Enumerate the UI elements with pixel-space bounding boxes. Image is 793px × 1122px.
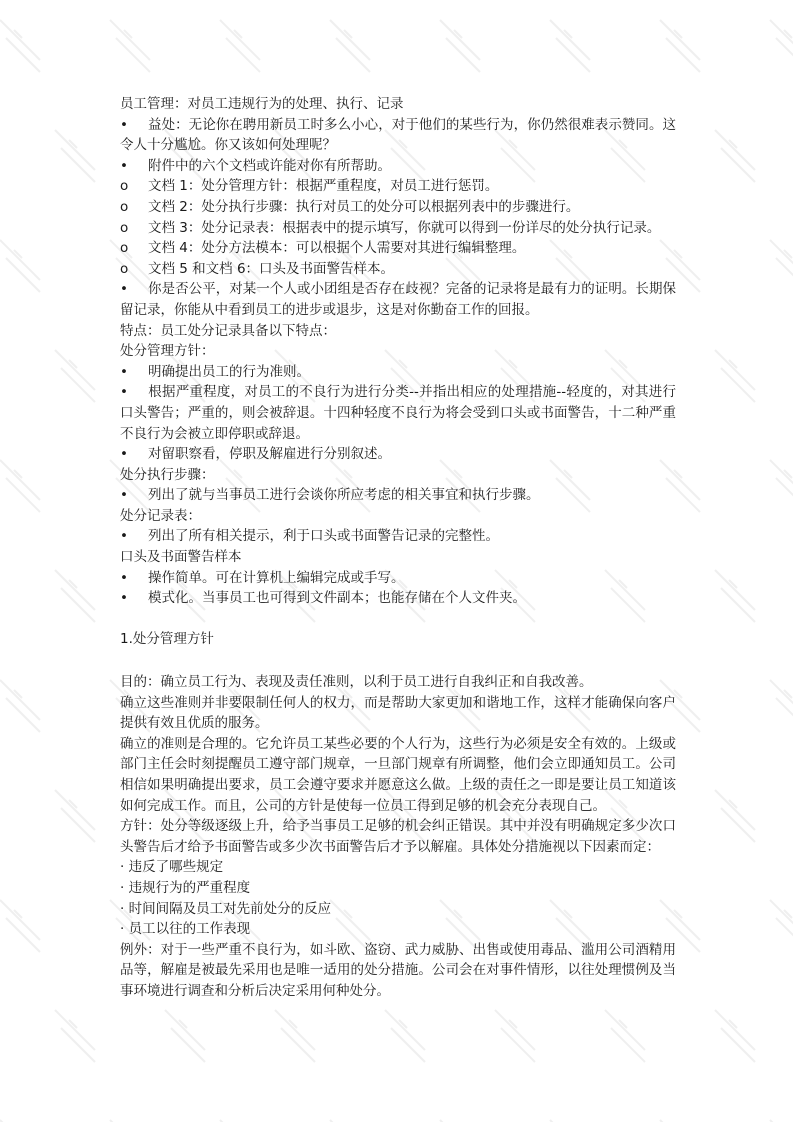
factor-item: · 违规行为的严重程度 [120, 879, 251, 896]
paragraph: 方针：处分等级逐级上升，给予当事员工足够的机会纠正错误。其中并没有明确规定多少次口头警告后才给予书面警告或多少次书面警告后才予以解雇。具体处分措施视以下因素而定： [120, 818, 676, 855]
watermark-mark [770, 460, 793, 512]
bullet-marker: • [120, 590, 128, 607]
bullet-marker: • [120, 487, 128, 504]
intro-title: 员工管理：对员工违规行为的处理、执行、记录 [120, 96, 404, 112]
watermark-mark [770, 20, 793, 72]
section-paragraphs [120, 672, 676, 857]
watermark-mark [0, 900, 40, 952]
factor-item: · 违反了哪些规定 [120, 859, 224, 876]
watermark-mark [0, 460, 40, 512]
features-heading: 特点：员工处分记录具备以下特点： [120, 322, 336, 339]
list-item [120, 156, 676, 177]
list-item-text: 你是否公平，对某一个人或小团组是否存在歧视？完备的记录将是最有力的证明。长期保留记录，你能从中看到员工的进步或退步，这是对你勤奋工作的回报。 [120, 281, 676, 318]
bullet-marker: o [120, 240, 129, 257]
bullet-marker: o [120, 198, 129, 215]
watermark-mark [495, 1010, 535, 1062]
watermark-mark [715, 130, 755, 182]
list-item-text: 模式化。当事员工也可得到文件副本；也能存储在个人文件夹。 [148, 590, 526, 607]
watermark-mark [660, 20, 700, 72]
watermark-mark [330, 20, 370, 72]
spacer [120, 609, 676, 630]
list-item [120, 115, 676, 156]
watermark-mark [55, 570, 95, 622]
feature-groups [120, 341, 676, 609]
watermark-mark [0, 20, 40, 72]
paragraph: 目的：确立员工行为、表现及责任准则，以利于员工进行自我纠正和自我改善。 [120, 674, 593, 691]
watermark-mark [165, 1010, 205, 1062]
watermark-mark [55, 350, 95, 402]
list-item-text: 根据严重程度，对员工的不良行为进行分类--并指出相应的处理措施--轻度的，对其进行口头警告；严重的，则会被辞退。十四种轻度不良行为将会受到口头或书面警告，十二种严重不良行为会被立即停职或辞退。 [120, 384, 676, 442]
feature-group-title: 处分记录表： [120, 507, 201, 524]
list-item [120, 279, 676, 320]
list-item-text: 文档 4：处分方法模本：可以根据个人需要对其进行编辑整理。 [148, 240, 526, 257]
watermark-mark [110, 20, 150, 72]
bullet-marker: • [120, 157, 128, 174]
bullet-marker: • [120, 281, 128, 298]
list-item-text: 操作简单。可在计算机上编辑完成或手写。 [148, 569, 405, 586]
paragraph: 确立这些准则并非要限制任何人的权力，而是帮助大家更加和谐地工作，这样才能确保向客户提供有效且优质的服务。 [120, 694, 676, 732]
intro-list [120, 115, 676, 321]
list-item [120, 588, 676, 609]
list-item-text: 附件中的六个文档或许能对你有所帮助。 [148, 157, 391, 174]
watermark-mark [0, 680, 40, 732]
list-item [120, 382, 676, 444]
watermark-mark [715, 570, 755, 622]
watermark-mark [220, 20, 260, 72]
watermark-mark [770, 240, 793, 292]
list-item [120, 362, 676, 383]
watermark-mark [605, 1010, 645, 1062]
feature-group-title: 处分管理方针： [120, 343, 215, 360]
bullet-marker: • [120, 384, 128, 401]
list-item-text: 列出了所有相关提示，利于口头或书面警告记录的完整性。 [148, 528, 499, 545]
factor-item: · 员工以往的工作表现 [120, 921, 251, 938]
exception-paragraph: 例外：对于一些严重不良行为，如斗欧、盗窃、武力威胁、出售或使用毒品、滥用公司酒精用品等，解雇是被最先采用也是唯一适用的处分措施。公司会在对事件情形，以往处理惯例及当事环境进行调查和分析后决定采用何种处分。 [120, 941, 676, 999]
watermark-mark [715, 350, 755, 402]
watermark-mark [715, 1010, 755, 1062]
watermark-mark [550, 20, 590, 72]
list-item [120, 197, 676, 218]
list-item-text: 文档 5 和文档 6：口头及书面警告样本。 [148, 260, 395, 277]
factor-item: · 时间间隔及员工对先前处分的反应 [120, 900, 332, 917]
watermark-mark [770, 900, 793, 952]
list-item [120, 568, 676, 589]
list-item-text: 益处：无论你在聘用新员工时多么小心，对于他们的某些行为，你仍然很难表示赞同。这令人十分尴尬。你又该如何处理呢？ [120, 116, 676, 154]
list-item [120, 526, 676, 547]
list-item [120, 218, 676, 239]
watermark-mark [385, 1010, 425, 1062]
watermark-mark [55, 790, 95, 842]
list-item [120, 238, 676, 259]
bullet-marker: • [120, 569, 128, 586]
watermark-mark [440, 20, 480, 72]
paragraph: 确立的准则是合理的。它允许员工某些必要的个人行为，这些行为必须是安全有效的。上级或部门主任会时刻提醒员工遵守部门规章，一旦部门规章有所调整，他们会立即通知员工。公司相信如果明确提出要求，员工会遵守要求并愿意这么做。上级的责任之一即是要让员工知道该如何完成工作。而且，公司的方针是使每一位员工得到足够的机会充分表现自己。 [120, 735, 676, 814]
list-item-text: 明确提出员工的行为准则。 [148, 363, 310, 380]
watermark-mark [55, 1010, 95, 1062]
watermark-mark [770, 680, 793, 732]
watermark-mark [275, 1010, 315, 1062]
list-item-text: 对留职察看，停职及解雇进行分别叙述。 [148, 446, 391, 463]
list-item [120, 485, 676, 506]
document-body [120, 94, 676, 1002]
bullet-marker: o [120, 260, 129, 277]
list-item-text: 文档 2：处分执行步骤：执行对员工的处分可以根据列表中的步骤进行。 [148, 198, 580, 215]
bullet-marker: o [120, 178, 129, 195]
watermark-mark [0, 240, 40, 292]
list-item-text: 文档 3：处分记录表：根据表中的提示填写，你就可以得到一份详尽的处分执行记录。 [148, 219, 661, 236]
list-item [120, 444, 676, 465]
factor-list [120, 857, 676, 939]
feature-group-title: 口头及书面警告样本 [120, 549, 242, 566]
bullet-marker: • [120, 363, 128, 380]
watermark-mark [55, 130, 95, 182]
list-item-text: 文档 1：处分管理方针：根据严重程度，对员工进行惩罚。 [148, 178, 499, 195]
bullet-marker: • [120, 528, 128, 545]
list-item-text: 列出了就与当事员工进行会谈你所应考虑的相关事宜和执行步骤。 [148, 487, 540, 504]
list-item [120, 176, 676, 197]
bullet-marker: • [120, 446, 128, 463]
bullet-marker: o [120, 219, 129, 236]
list-item [120, 259, 676, 280]
watermark-mark [715, 790, 755, 842]
bullet-marker: • [120, 116, 128, 133]
feature-group-title: 处分执行步骤： [120, 466, 215, 483]
section-title: 1.处分管理方针 [120, 631, 214, 648]
